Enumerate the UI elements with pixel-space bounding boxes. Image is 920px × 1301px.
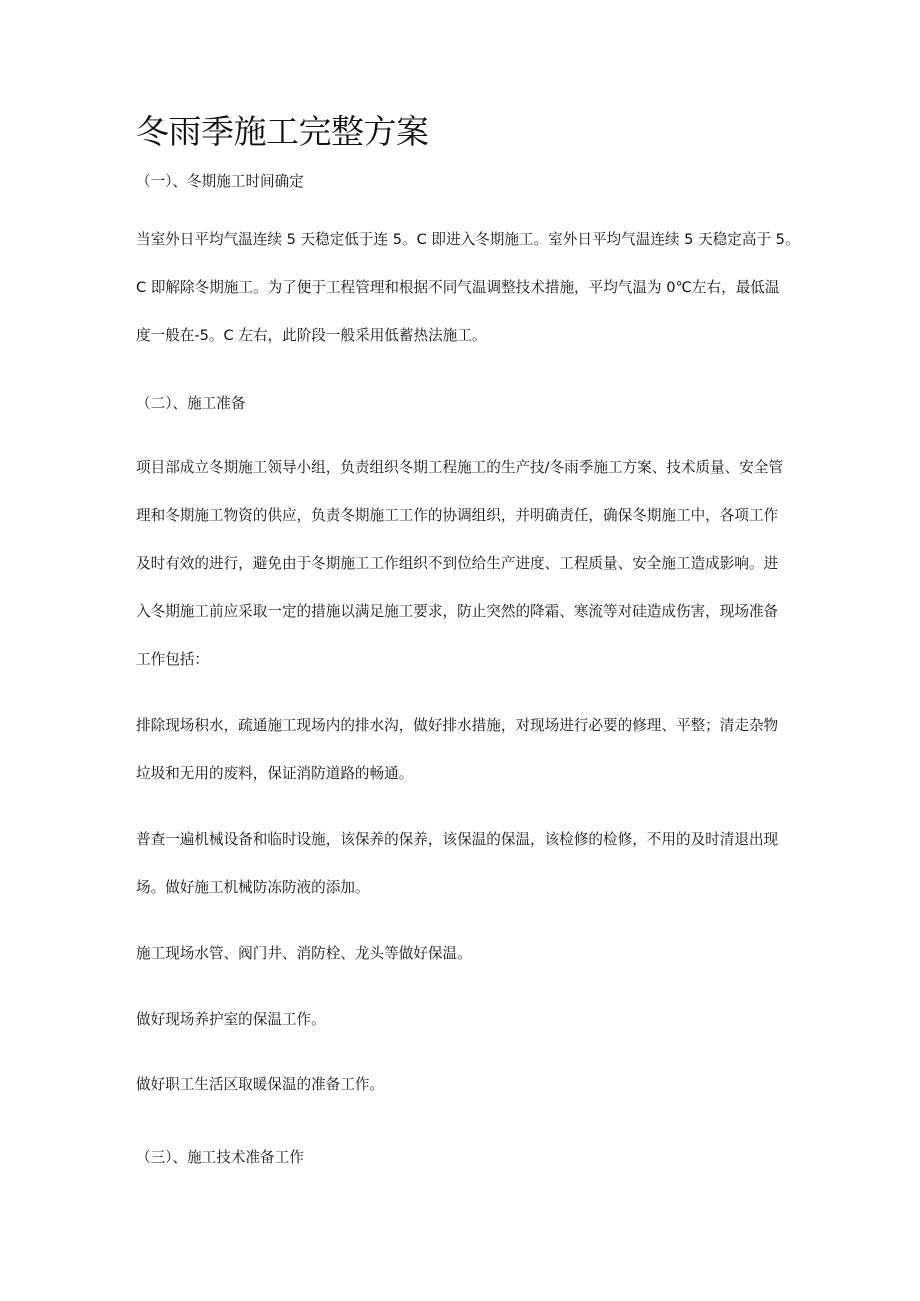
section-heading-2: （二）、施工准备	[136, 395, 246, 412]
paragraph-line: C 即解除冬期施工。为了便于工程管理和根据不同气温调整技术措施，平均气温为 0℃左右，最低温	[136, 279, 780, 296]
paragraph-line: 理和冬期施工物资的供应，负责冬期施工工作的协调组织，并明确责任，确保冬期施工中，各项工作	[136, 507, 779, 524]
paragraph-line: 项目部成立冬期施工领导小组，负责组织冬期工程施工的生产技/冬雨季施工方案、技术质量、安全管	[136, 459, 784, 476]
document-title: 冬雨季施工完整方案	[136, 112, 429, 151]
section-2-paragraph-3	[136, 828, 796, 900]
paragraph-line: 入冬期施工前应采取一定的措施以满足施工要求，防止突然的降霜、寒流等对硅造成伤害，现场准备	[136, 603, 779, 620]
paragraph-line: 施工现场水管、阀门井、消防栓、龙头等做好保温。	[136, 945, 472, 962]
section-2-paragraph-2	[136, 714, 796, 786]
paragraph-line: 场。做好施工机械防冻防液的添加。	[136, 879, 370, 896]
section-2-paragraph-5	[136, 1008, 796, 1032]
section-2-paragraph-6	[136, 1073, 796, 1097]
section-heading-1: （一）、冬期施工时间确定	[136, 173, 304, 190]
section-heading-3: （三）、施工技术准备工作	[136, 1149, 304, 1166]
paragraph-line: 当室外日平均气温连续 5 天稳定低于连 5。C 即进入冬期施工。室外日平均气温连续 5 天稳定高于 5。	[136, 231, 800, 248]
section-2-paragraph-4	[136, 942, 796, 966]
paragraph-line: 普查一遍机械设备和临时设施，该保养的保养，该保温的保温，该检修的检修，不用的及时清退出现	[136, 831, 779, 848]
section-1-paragraph-1	[136, 228, 800, 348]
paragraph-line: 及时有效的进行，避免由于冬期施工工作组织不到位给生产进度、工程质量、安全施工造成影响。进	[136, 555, 779, 572]
paragraph-line: 做好职工生活区取暖保温的准备工作。	[136, 1076, 385, 1093]
section-2-paragraph-1	[136, 456, 796, 672]
paragraph-line: 做好现场养护室的保温工作。	[136, 1011, 326, 1028]
paragraph-line: 排除现场积水，疏通施工现场内的排水沟，做好排水措施，对现场进行必要的修理、平整；清走杂物	[136, 717, 779, 734]
paragraph-line: 度一般在-5。C 左右，此阶段一般采用低蓄热法施工。	[136, 327, 487, 344]
paragraph-line: 垃圾和无用的废料，保证消防道路的畅通。	[136, 765, 414, 782]
paragraph-line: 工作包括：	[136, 651, 209, 668]
